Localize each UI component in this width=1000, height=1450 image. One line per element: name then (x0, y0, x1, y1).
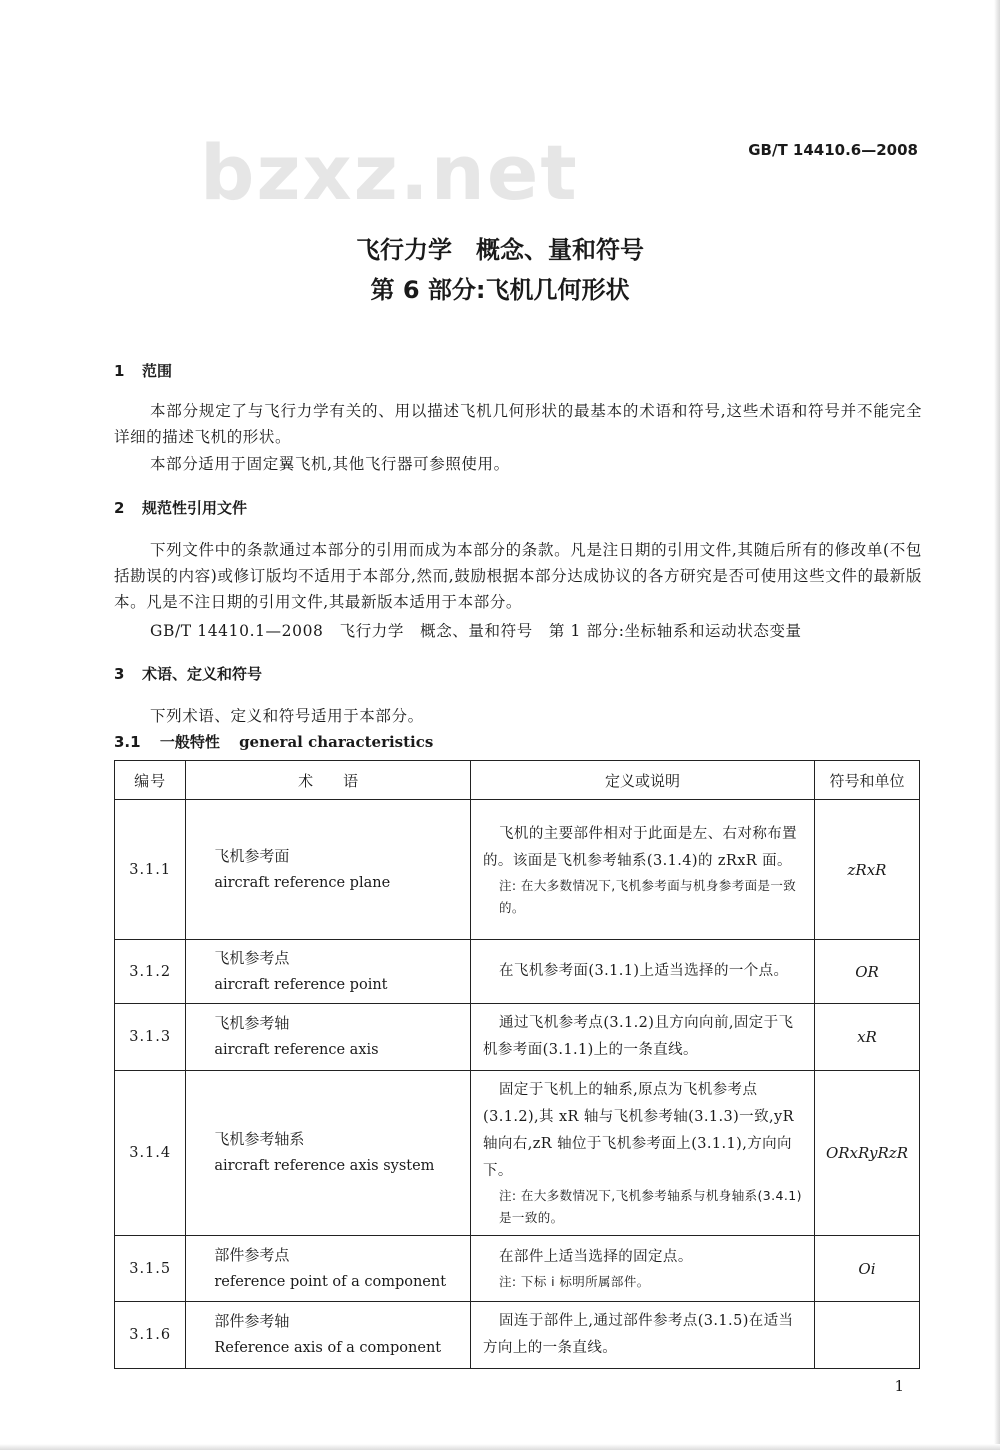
term-en: aircraft reference point (214, 976, 388, 993)
definition-cell (471, 800, 815, 940)
row-number: 3.1.6 (115, 1302, 186, 1369)
row-number: 3.1.2 (115, 940, 186, 1004)
header-term: 术 语 (186, 761, 471, 800)
symbol-cell: ORxRyRzR (814, 1071, 919, 1236)
symbol-cell: Oi (814, 1236, 919, 1302)
term-zh: 飞机参考轴 (214, 1014, 290, 1032)
term-zh: 飞机参考面 (214, 846, 290, 865)
table-row (115, 1236, 920, 1302)
definition-text: 飞机的主要部件相对于此面是左、右对称布置的。该面是飞机参考轴系(3.1.4)的 zRxR 面。 (483, 825, 798, 869)
row-number: 3.1.3 (115, 1004, 186, 1071)
term-zh: 部件参考轴 (214, 1312, 290, 1330)
definition-text: 通过飞机参考点(3.1.2)且方向向前,固定于飞机参考面(3.1.1)上的一条直线。 (483, 1015, 794, 1058)
definition-text: 固定于飞机上的轴系,原点为飞机参考点(3.1.2),其 xR 轴与飞机参考轴(3.1.3)一致,yR 轴向右,zR 轴位于飞机参考面上(3.1.1),方向向下。 (483, 1082, 794, 1179)
standard-number: GB/T 14410.6—2008 (748, 141, 918, 159)
definition-cell (471, 1302, 815, 1369)
symbol-cell: zRxR (814, 800, 919, 940)
section-title: 规范性引用文件 (142, 499, 248, 517)
term-en: reference point of a component (214, 1273, 447, 1290)
term-zh: 飞机参考轴系 (214, 1130, 305, 1148)
row-number: 3.1.4 (115, 1071, 186, 1236)
term-zh: 部件参考点 (214, 1245, 290, 1264)
term-cell (186, 1236, 471, 1302)
table-row (115, 1004, 920, 1071)
term-en: aircraft reference axis system (214, 1158, 435, 1174)
symbol-cell (814, 1302, 919, 1369)
page-number: 1 (894, 1377, 904, 1395)
section-heading-scope (114, 360, 172, 381)
symbol-cell: OR (814, 940, 919, 1004)
row-number: 3.1.1 (115, 800, 186, 940)
definition-text: 在部件上适当选择的固定点。 (499, 1249, 693, 1265)
term-cell (186, 1004, 471, 1071)
scope-paragraph-1: 本部分规定了与飞行力学有关的、用以描述飞机几何形状的最基本的术语和符号,这些术语和符号并不能完全详细的描述飞机的形状。 (114, 402, 922, 446)
scope-paragraph-2: 本部分适用于固定翼飞机,其他飞行器可参照使用。 (150, 455, 510, 473)
term-cell (186, 1302, 471, 1369)
term-zh: 飞机参考点 (214, 948, 290, 967)
term-cell (186, 800, 471, 940)
row-number: 3.1.5 (115, 1236, 186, 1302)
page-edge-bottom (0, 1444, 1000, 1450)
section-number: 1 (114, 362, 125, 380)
header-definition: 定义或说明 (471, 761, 815, 800)
definition-note: 注: 下标 i 标明所属部件。 (499, 1274, 650, 1289)
term-cell (186, 940, 471, 1004)
table-row (115, 940, 920, 1004)
table-row (115, 800, 920, 940)
terms-intro-paragraph: 下列术语、定义和符号适用于本部分。 (150, 707, 424, 725)
definition-text: 固连于部件上,通过部件参考点(3.1.5)在适当方向上的一条直线。 (483, 1313, 794, 1356)
document-title-line2: 第 6 部分:飞机几何形状 (370, 276, 630, 304)
section-heading-references (114, 497, 247, 518)
table-row (115, 1302, 920, 1369)
section-heading-terms (114, 663, 262, 684)
section-number: 2 (114, 499, 125, 517)
section-title: 范围 (142, 362, 173, 380)
definition-cell (471, 1004, 815, 1071)
page-edge-right (994, 0, 1000, 1450)
document-title-line1: 飞行力学 概念、量和符号 (356, 236, 644, 264)
definition-cell (471, 1236, 815, 1302)
watermark: bzxz.net (200, 128, 579, 217)
definition-cell (471, 1071, 815, 1236)
section-number: 3 (114, 665, 125, 683)
term-cell (186, 1071, 471, 1236)
term-en: Reference axis of a component (214, 1340, 442, 1356)
subsection-heading (114, 731, 433, 752)
definition-note: 注: 在大多数情况下,飞机参考面与机身参考面是一致的。 (499, 877, 797, 915)
definition-text: 在飞机参考面(3.1.1)上适当选择的一个点。 (499, 963, 789, 979)
section-title: 术语、定义和符号 (142, 665, 263, 683)
references-paragraph: 下列文件中的条款通过本部分的引用而成为本部分的条款。凡是注日期的引用文件,其随后所有的修改单(不包括勘误的内容)或修订版均不适用于本部分,然而,鼓励根据本部分达成协议的各方研究是否可使用这些文件的最新版本。凡是不注日期的引用文件,其最新版本适用于本部分。 (114, 541, 922, 611)
subsection-title-zh: 一般特性 (159, 733, 220, 751)
definition-note: 注: 在大多数情况下,飞机参考轴系与机身轴系(3.4.1)是一致的。 (499, 1188, 802, 1225)
definition-cell (471, 940, 815, 1004)
header-symbol: 符号和单位 (814, 761, 919, 800)
reference-entry: GB/T 14410.1—2008 飞行力学 概念、量和符号 第 1 部分:坐标轴系和运动状态变量 (150, 622, 802, 640)
table-header-row (115, 761, 920, 800)
subsection-title-en: general characteristics (239, 733, 434, 751)
table-row (115, 1071, 920, 1236)
symbol-cell: xR (814, 1004, 919, 1071)
term-en: aircraft reference plane (214, 874, 391, 891)
header-number: 编号 (115, 761, 186, 800)
subsection-number: 3.1 (114, 733, 141, 751)
terms-table (114, 760, 920, 1369)
term-en: aircraft reference axis (214, 1042, 379, 1058)
